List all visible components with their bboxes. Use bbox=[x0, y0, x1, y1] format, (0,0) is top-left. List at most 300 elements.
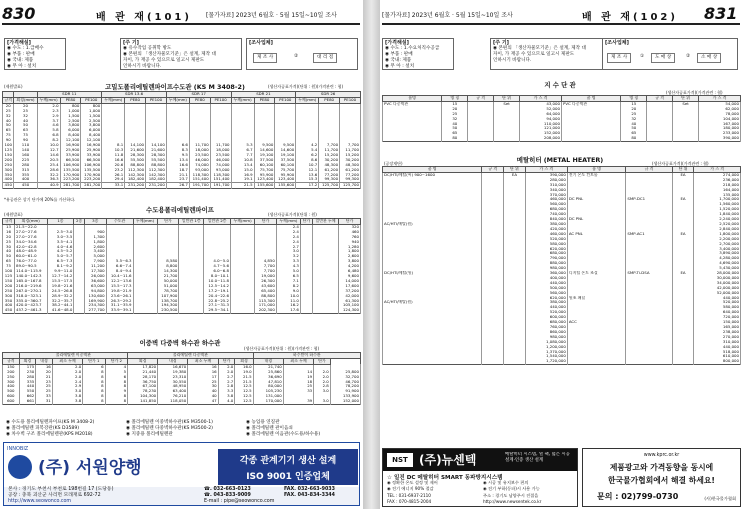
table-header-cell: 하수받이 하수관 bbox=[253, 353, 360, 359]
kprc-url[interactable]: www.kprc.or.kr bbox=[643, 453, 680, 458]
table-cell: 17.2 bbox=[296, 183, 319, 189]
table-cell: 50 bbox=[3, 123, 14, 128]
newsentek-addr: 주소 : 경기도 남양주시 진접읍 bbox=[483, 493, 539, 498]
seowon-company: (주) 서원양행 bbox=[38, 458, 142, 478]
table-cell: 234,300 bbox=[84, 303, 106, 308]
table-cell: 5.8 bbox=[37, 128, 60, 133]
table-cell: AC/HTI/메탈(원) bbox=[383, 222, 482, 227]
table-cell: 138,700 bbox=[157, 299, 179, 304]
table-header-cell: 품 명 bbox=[567, 167, 626, 173]
table-cell: 12.5~14.2 bbox=[204, 284, 231, 289]
table-cell: 280,000 bbox=[525, 178, 567, 183]
table-cell bbox=[647, 136, 673, 141]
table-cell: 560,000 bbox=[525, 202, 567, 207]
table-cell: 99,300 bbox=[319, 177, 340, 182]
newsentek-main: ☆ 일진 DC 메탈히터 SMART 동파방지시스템 bbox=[387, 475, 503, 481]
table-cell: 440 bbox=[19, 384, 36, 389]
table-cell: 8.2 bbox=[37, 138, 60, 143]
table-cell: Set bbox=[673, 101, 699, 106]
t3-title: 이중벽 다중벽 하수관 하수관 bbox=[139, 339, 221, 347]
table-cell: 114.0~115.9 bbox=[14, 269, 47, 274]
table-cell: 5.0~5.7 bbox=[47, 254, 74, 259]
table-cell: 31.1~35.9 bbox=[106, 303, 133, 308]
seowon-tel2: ☎. 043-833-9009 bbox=[204, 493, 251, 498]
table-cell: 900 bbox=[84, 230, 106, 235]
table-header-cell: 단가 bbox=[157, 219, 179, 225]
table-cell: 20 bbox=[3, 103, 14, 108]
table-cell: 3,400 bbox=[84, 249, 106, 254]
table-cell: 37,500 bbox=[254, 158, 275, 163]
table-cell: 95,900 bbox=[254, 173, 275, 178]
table-cell: 46,000 bbox=[210, 158, 231, 163]
table-cell: 3.8 bbox=[218, 394, 235, 399]
table-cell: 5,000 bbox=[84, 254, 106, 259]
table-cell: 150 bbox=[3, 364, 20, 369]
product-legend: ◉ 수도용 폴리에틸렌파이프(KS M 3408-2) ◉ 폴리에틸렌 피복강관(KS D3589) ◉ 차수벽 구조 폴리에틸렌관(KPS M2018) ◉ 폴리에틸렌 이중벽하수관(KS M3500-1) ◉ 폴리에틸렌 다중벽하수관(KS M3500-2) ◉ 지중용 폴리에틸렌관 ◉ 농업용 연질관 ◉ 폴리에틸렌 관이음쇠 ◉ 폴리에틸렌 이음관(수도용/하수용) bbox=[6, 420, 321, 437]
table-cell: 16.0 bbox=[235, 364, 253, 369]
table-cell: 28.9~32.2 bbox=[47, 294, 74, 299]
table-cell: 52,000,000 bbox=[694, 291, 741, 296]
table-cell: 27.0~27.6 bbox=[14, 230, 47, 235]
table-cell: EA bbox=[504, 172, 526, 177]
table-cell: 16.2 bbox=[276, 303, 300, 308]
table-cell: 2.5~3.0 bbox=[47, 230, 74, 235]
table-cell: 18,000 bbox=[210, 148, 231, 153]
table-cell: 65,400 bbox=[255, 289, 277, 294]
table-cell: 28,300 bbox=[125, 153, 146, 158]
table-header-cell: 외경(mm) bbox=[14, 97, 37, 103]
table-cell: 440,000 bbox=[694, 296, 741, 301]
table-cell: 12.7 bbox=[37, 148, 60, 153]
table-cell: 310,000 bbox=[525, 183, 567, 188]
table-cell: 12.2~13.6 bbox=[106, 279, 133, 284]
table-cell: 9,600 bbox=[339, 274, 361, 279]
table-cell: 43,600 bbox=[255, 284, 277, 289]
table-cell: 7,900 bbox=[84, 259, 106, 264]
table-cell: 124,300 bbox=[339, 308, 361, 313]
table-header-cell: 최소 두께 bbox=[283, 358, 313, 364]
table-cell: 18,000 bbox=[189, 148, 210, 153]
kprc-line1: 제품광고와 가격동향을 동시에 bbox=[609, 463, 714, 472]
table-cell: 165.0~167.8 bbox=[14, 279, 47, 284]
seowon-tel1: ☎. 032-663-0123 bbox=[204, 487, 251, 492]
table-cell: 40.9 bbox=[37, 183, 60, 189]
table-cell: 26,000 bbox=[84, 274, 106, 279]
table-cell: 640,000 bbox=[694, 310, 741, 315]
table-cell: 전기 온도 컨트롤 bbox=[567, 172, 626, 177]
table-cell: 230 bbox=[19, 370, 36, 375]
table-header-cell: 외경(mm) bbox=[14, 219, 47, 225]
table-cell: 23.6~26.1 bbox=[106, 294, 133, 299]
table-cell: 4,850 bbox=[255, 259, 277, 264]
table-cell: 16 bbox=[188, 370, 218, 375]
table-cell: 155,600 bbox=[275, 183, 296, 189]
newsentek-b1: ◉ 정확한 온도 설정 및 제어 bbox=[387, 480, 438, 485]
seowon-fax1: FAX. 032-663-9033 bbox=[284, 487, 335, 492]
table-cell: 2.9 bbox=[37, 114, 60, 119]
table-cell: 236,000 bbox=[694, 178, 741, 183]
seowon-ad bbox=[3, 442, 360, 506]
table-row bbox=[3, 183, 361, 189]
table-cell: 140 bbox=[14, 148, 37, 153]
table-cell: 500,000 bbox=[525, 286, 567, 291]
table-cell: 65 bbox=[3, 259, 15, 264]
table-cell: 4.0 bbox=[218, 399, 235, 404]
table-cell: 2.0 bbox=[314, 380, 331, 385]
left-page-number: 830 bbox=[2, 4, 36, 23]
table-cell: 30,550 bbox=[158, 380, 188, 385]
t5-unit-left: (공장재단) bbox=[384, 161, 403, 166]
table-cell: 3.2 bbox=[276, 254, 300, 259]
table-cell: 4.7~5.6 bbox=[204, 264, 231, 269]
table-cell: 600 bbox=[3, 394, 20, 399]
table-cell: 4.0~4.6 bbox=[47, 245, 74, 250]
table-cell: 790,000 bbox=[525, 256, 567, 261]
table-cell: 2.0 bbox=[218, 370, 235, 375]
table-cell: 980,000 bbox=[525, 335, 567, 340]
table-cell: 40 bbox=[3, 249, 15, 254]
table-header-cell: 단가 bbox=[339, 219, 361, 225]
table-cell: 9 bbox=[105, 389, 127, 394]
table-cell: 48.0~48.9 bbox=[14, 249, 47, 254]
table-cell: 7.7 bbox=[231, 153, 254, 158]
table-cell: 340,000 bbox=[525, 188, 567, 193]
table-cell: 17,600 bbox=[339, 284, 361, 289]
table-cell: 100 bbox=[3, 143, 14, 148]
table-cell: 238,000 bbox=[694, 330, 741, 335]
table-header-cell: 두께(mm) bbox=[231, 219, 255, 225]
table-cell: 28,000,000 bbox=[694, 271, 741, 276]
table-cell: 14,600 bbox=[275, 148, 296, 153]
table-header-cell: 가 스 격 bbox=[520, 96, 562, 102]
table-cell: 8,400 bbox=[81, 133, 102, 138]
table-cell: 6,000 bbox=[60, 128, 81, 133]
seowon-web[interactable]: http://www.seowonco.com bbox=[8, 499, 72, 504]
table-cell: 4,690,000 bbox=[694, 261, 741, 266]
table-cell: 2.7 bbox=[218, 375, 235, 380]
table-cell: 355.0~360.7 bbox=[14, 299, 47, 304]
table-cell: 90 bbox=[3, 138, 14, 143]
table-cell: 8.1 bbox=[102, 143, 125, 148]
table-cell: 2,240,000 bbox=[694, 217, 741, 222]
table-cell: 78,200 bbox=[330, 384, 360, 389]
table-cell: 6.6~7.4 bbox=[106, 264, 133, 269]
table-cell: 23,500 bbox=[210, 153, 231, 158]
table-cell: 36,690 bbox=[253, 375, 283, 380]
table-cell: 11.8 bbox=[102, 153, 125, 158]
right-header-rule bbox=[382, 23, 740, 25]
table-cell: 274,000 bbox=[694, 172, 741, 177]
table-cell: 350 bbox=[3, 299, 15, 304]
table-cell: 8 bbox=[83, 375, 105, 380]
table-cell: 25 bbox=[36, 384, 53, 389]
table-header-cell: 최소 두께 bbox=[52, 358, 82, 364]
table-header-cell: PE100 bbox=[275, 97, 296, 103]
kprc-ad bbox=[582, 448, 741, 507]
table-cell: 66,500 bbox=[81, 158, 102, 163]
table-cell: 4.6 bbox=[37, 123, 60, 128]
t1-note: *유공관은 상기 단가에 20%를 가산하다. bbox=[4, 197, 76, 202]
table-header-cell: PE80 bbox=[125, 97, 146, 103]
table-cell: 2.0 bbox=[52, 370, 82, 375]
table-cell: 518,000 bbox=[694, 350, 741, 355]
table-cell: 23 bbox=[36, 380, 53, 385]
table-cell: 17,820 bbox=[128, 364, 158, 369]
table-header-cell: 단 위 bbox=[494, 96, 520, 102]
table-header-cell: 일반관 1층 bbox=[179, 219, 204, 225]
table-cell: 21.5~22.0 bbox=[14, 224, 47, 229]
table-cell: 20 bbox=[36, 370, 53, 375]
table-cell: PVC 다중벽관 bbox=[383, 101, 442, 106]
table-cell: 64,000 bbox=[520, 112, 562, 117]
table-header-cell: 두께(mm) bbox=[231, 97, 254, 103]
table-cell: 10.0 bbox=[276, 294, 300, 299]
table-cell: 25,900 bbox=[81, 148, 102, 153]
table-cell: 131,000 bbox=[253, 394, 283, 399]
table-header-cell: PE80 bbox=[189, 97, 210, 103]
newsentek-b3: ◉ 전기 에너지 90% 절감 bbox=[387, 486, 434, 491]
table-cell: 93,000 bbox=[189, 168, 210, 173]
table-cell: EA bbox=[672, 172, 694, 177]
table-cell: 3.0 bbox=[314, 389, 331, 394]
table-cell: 125 bbox=[3, 148, 14, 153]
table-header-cell: 외경 bbox=[235, 358, 253, 364]
table-cell: 21,600 bbox=[125, 148, 146, 153]
table-cell: 420.0~423.7 bbox=[14, 303, 47, 308]
table-cell: 33.9~39.1 bbox=[106, 308, 133, 313]
table-cell: 520,000 bbox=[525, 310, 567, 315]
table-cell: 75 bbox=[14, 133, 37, 138]
seowon-addr2: 공장 : 충북 괴산군 사리면 모래재로 692-72 bbox=[8, 493, 101, 498]
table-cell: 2.0 bbox=[218, 364, 235, 369]
table-cell: 34,000,000 bbox=[694, 281, 741, 286]
table-cell: 78,000 bbox=[698, 112, 740, 117]
table-header-cell: 두께(mm) bbox=[102, 97, 125, 103]
t2-unit-right: (생산자공표가격)(단위 : 원) bbox=[268, 212, 317, 217]
table-cell: 12.7~14.2 bbox=[47, 274, 74, 279]
table-cell: 8 bbox=[83, 380, 105, 385]
table-cell: 디지털 온도 조절 bbox=[567, 271, 626, 276]
table-cell: 32 bbox=[14, 114, 37, 119]
table-cell: 400 bbox=[3, 384, 20, 389]
table-cell: 1,370,000 bbox=[525, 350, 567, 355]
table-cell: 23,310 bbox=[158, 375, 188, 380]
right-box-survey: [조사업체] 제 조 사 ① 도 매 상 ② 소 매 상 bbox=[602, 38, 738, 70]
table-cell: 3.7 bbox=[37, 119, 60, 124]
table-cell: 75 bbox=[3, 133, 14, 138]
table-header-cell: PE100 bbox=[81, 97, 102, 103]
table-cell: 9,500 bbox=[254, 143, 275, 148]
table-cell: 90 bbox=[14, 138, 37, 143]
t5-title: 메탈히터 (METAL HEATER) bbox=[516, 156, 604, 164]
table-cell: 23.2 bbox=[102, 168, 125, 173]
table-cell: 380,000 bbox=[525, 300, 567, 305]
table-header-cell: 1종 bbox=[47, 219, 74, 225]
newsentek-company: (주)뉴센텍 bbox=[419, 453, 477, 467]
table-cell: 267.0~270.1 bbox=[14, 289, 47, 294]
table-cell: 662 bbox=[19, 394, 36, 399]
table-header-cell: SDR 17 bbox=[166, 92, 231, 98]
table-cell: 6.0~6.8 bbox=[204, 269, 231, 274]
seowon-cert: ISO 9001 인증업체 bbox=[246, 472, 330, 482]
table-cell: 33,900 bbox=[81, 153, 102, 158]
table-cell: 14,100 bbox=[125, 143, 146, 148]
t2-unit-left: (제원발표) bbox=[4, 212, 23, 217]
seowon-addr1: 본사 : 경기도 부천시 부천로 198번길 17 (도당동) bbox=[8, 487, 114, 492]
newsentek-web[interactable]: http://www.newsentek.co.kr bbox=[483, 499, 542, 504]
table-cell: 155,600 bbox=[254, 183, 275, 189]
table-cell: 5 bbox=[105, 370, 127, 375]
table-cell: 3.8 bbox=[52, 394, 82, 399]
table-cell: 125,700 bbox=[319, 183, 340, 189]
table-cell: 94,000 bbox=[520, 117, 562, 122]
table-cell: 16.6 bbox=[102, 158, 125, 163]
table-cell: 2.0 bbox=[37, 103, 60, 108]
table-header-cell: 3종 bbox=[84, 219, 106, 225]
table-cell: 17,300 bbox=[84, 269, 106, 274]
table-cell: 65 bbox=[442, 131, 468, 136]
table-cell: DC/HTI/메탈(원) bbox=[383, 271, 482, 276]
table-cell: 8 bbox=[83, 394, 105, 399]
table-cell: 2.3 bbox=[37, 109, 60, 114]
table-header-cell: 품 명 bbox=[383, 167, 482, 173]
table-header-cell: PE100 bbox=[210, 97, 231, 103]
table-cell: 202,300 bbox=[255, 308, 277, 313]
table-cell: 38.2~44.1 bbox=[47, 303, 74, 308]
table-cell: 17 bbox=[188, 375, 218, 380]
table-cell: 440,000 bbox=[525, 281, 567, 286]
table-cell: 74,000 bbox=[189, 163, 210, 168]
table-cell: 3.3 bbox=[218, 389, 235, 394]
table-cell: 32.2 bbox=[37, 173, 60, 178]
table-cell: 19.0 bbox=[235, 370, 253, 375]
innobiz-logo: INNOBIZ bbox=[7, 446, 29, 452]
table-cell: 1,800 bbox=[339, 249, 361, 254]
table-header-cell: 규격 bbox=[3, 219, 15, 225]
table-cell: DC PNL bbox=[567, 217, 626, 222]
table-cell: 104,000 bbox=[698, 117, 740, 122]
table-cell: 13.6 bbox=[296, 173, 319, 178]
table-cell: 8.0~10.1 bbox=[204, 274, 231, 279]
table-cell: 200 bbox=[3, 370, 20, 375]
table-cell: 40 bbox=[188, 394, 218, 399]
table-cell: 610,000 bbox=[694, 354, 741, 359]
table-cell bbox=[672, 359, 694, 364]
table-cell: 25.4 bbox=[37, 163, 60, 168]
newsentek-tel: TEL : 031-6937-2110 bbox=[387, 493, 431, 498]
table-cell: 720,000 bbox=[694, 315, 741, 320]
table-cell: 6.7 bbox=[231, 148, 254, 153]
newsentek-tag2: 설계·인증 생산 설계 bbox=[505, 458, 544, 463]
table-cell bbox=[383, 359, 482, 364]
table-cell: 3.3 bbox=[276, 259, 300, 264]
table-cell: 25,800 bbox=[330, 370, 360, 375]
table-cell: DC PNL bbox=[567, 197, 626, 202]
table-cell: 12.5 bbox=[235, 394, 253, 399]
table-cell: 19.1 bbox=[231, 177, 254, 182]
table-cell: 5.4 bbox=[296, 148, 319, 153]
right-box-remarks: [주 기] ◉ 본편의 「생산자물모기준」은 설계, 제작 대 자이, 가 재공 수 있으므로 일고시 제판도 인하시기 바랍니다. bbox=[490, 38, 606, 70]
table-cell: 42.0~42.8 bbox=[14, 245, 47, 250]
table-cell: 23.7 bbox=[166, 177, 189, 182]
table-header-cell: 규 격 bbox=[626, 167, 672, 173]
table-cell: 5,430,000 bbox=[694, 266, 741, 271]
table-cell: 8 bbox=[105, 394, 127, 399]
table-cell: 2.0 bbox=[314, 375, 331, 380]
left-box-survey: [조사업체] 제 조 사 ② 대 리 점 bbox=[246, 38, 358, 70]
table-cell: 170,000 bbox=[253, 399, 283, 404]
table-cell: 22.8~25.2 bbox=[204, 299, 231, 304]
table-header-cell: 단 위 bbox=[673, 96, 699, 102]
table-cell: 180,000 bbox=[698, 126, 740, 131]
table-cell: 4.0~5.0 bbox=[204, 259, 231, 264]
table-cell: 25 bbox=[188, 380, 218, 385]
table-cell: 300 bbox=[3, 168, 14, 173]
table-cell: 110 bbox=[14, 143, 37, 148]
table-header-cell: 2종 bbox=[74, 219, 85, 225]
table-cell: 21,600 bbox=[146, 148, 167, 153]
table-cell: 231,200 bbox=[146, 183, 167, 189]
table-cell: 2.0 bbox=[52, 364, 82, 369]
table-cell: 151,400 bbox=[189, 177, 210, 182]
table-header-cell: 두께(mm) bbox=[133, 219, 157, 225]
table-cell: 320 bbox=[339, 224, 361, 229]
table-cell: 281,700 bbox=[60, 183, 81, 189]
table-header-cell: 일반관 두께 bbox=[312, 219, 338, 225]
table-cell: 3.0 bbox=[52, 389, 82, 394]
table-cell: 41.6~48.0 bbox=[47, 308, 74, 313]
table-cell: 360,000 bbox=[525, 271, 567, 276]
table-cell: 91,900 bbox=[330, 389, 360, 394]
right-box-price-note: [가격해설] ◉ 수도 : 1.수요처직수공급 ◉ 부품 : 판매 ◉ 국내: 제품 ◉ 무 아 : 설치 bbox=[382, 38, 454, 70]
table-cell: 18.7 bbox=[166, 168, 189, 173]
table-header-cell: 단 위 bbox=[504, 167, 526, 173]
table-cell: 167,000 bbox=[698, 122, 740, 127]
table-header-cell: 수도관 bbox=[106, 219, 133, 225]
table-cell: 2.7 bbox=[218, 380, 235, 385]
table-header-cell: 규격 bbox=[4, 96, 12, 102]
table-cell: 142,300 bbox=[125, 173, 146, 178]
table-cell: 40 bbox=[3, 119, 14, 124]
left-header bbox=[0, 4, 363, 24]
table-cell bbox=[300, 308, 312, 313]
table-cell: 7,700 bbox=[255, 269, 277, 274]
table-cell: 48,300 bbox=[319, 163, 340, 168]
table-row bbox=[383, 136, 741, 141]
table-cell: 860,000 bbox=[525, 330, 567, 335]
table-cell: 121,000 bbox=[520, 126, 562, 131]
seowon-email[interactable]: E-mail : pipe@seowonco.com bbox=[204, 499, 275, 504]
table-cell: 75 bbox=[3, 264, 15, 269]
table-cell bbox=[673, 136, 699, 141]
table-cell: 231,200 bbox=[125, 183, 146, 189]
table-cell: 16,900 bbox=[60, 143, 81, 148]
table-cell: 580,000 bbox=[525, 242, 567, 247]
table-cell: 47,810 bbox=[253, 380, 283, 385]
table-cell: 21,700 bbox=[157, 274, 179, 279]
table-cell: 118,300 bbox=[189, 173, 210, 178]
t1-unit-right: (생산자공표가격)(단위 : 원)(가격관련 : 협) bbox=[268, 84, 344, 89]
table-cell: 1,800,000 bbox=[694, 232, 741, 237]
right-header bbox=[380, 4, 743, 24]
table-cell: 76.0~77.0 bbox=[14, 259, 47, 264]
table-cell: 13 bbox=[3, 224, 15, 229]
table-cell: 80,000 bbox=[253, 384, 283, 389]
table-cell: 6.8 bbox=[37, 133, 60, 138]
table-cell: 19.8~21.6 bbox=[47, 284, 74, 289]
table-cell: 17.2~19.1 bbox=[204, 289, 231, 294]
table-cell: 760 bbox=[339, 235, 361, 240]
